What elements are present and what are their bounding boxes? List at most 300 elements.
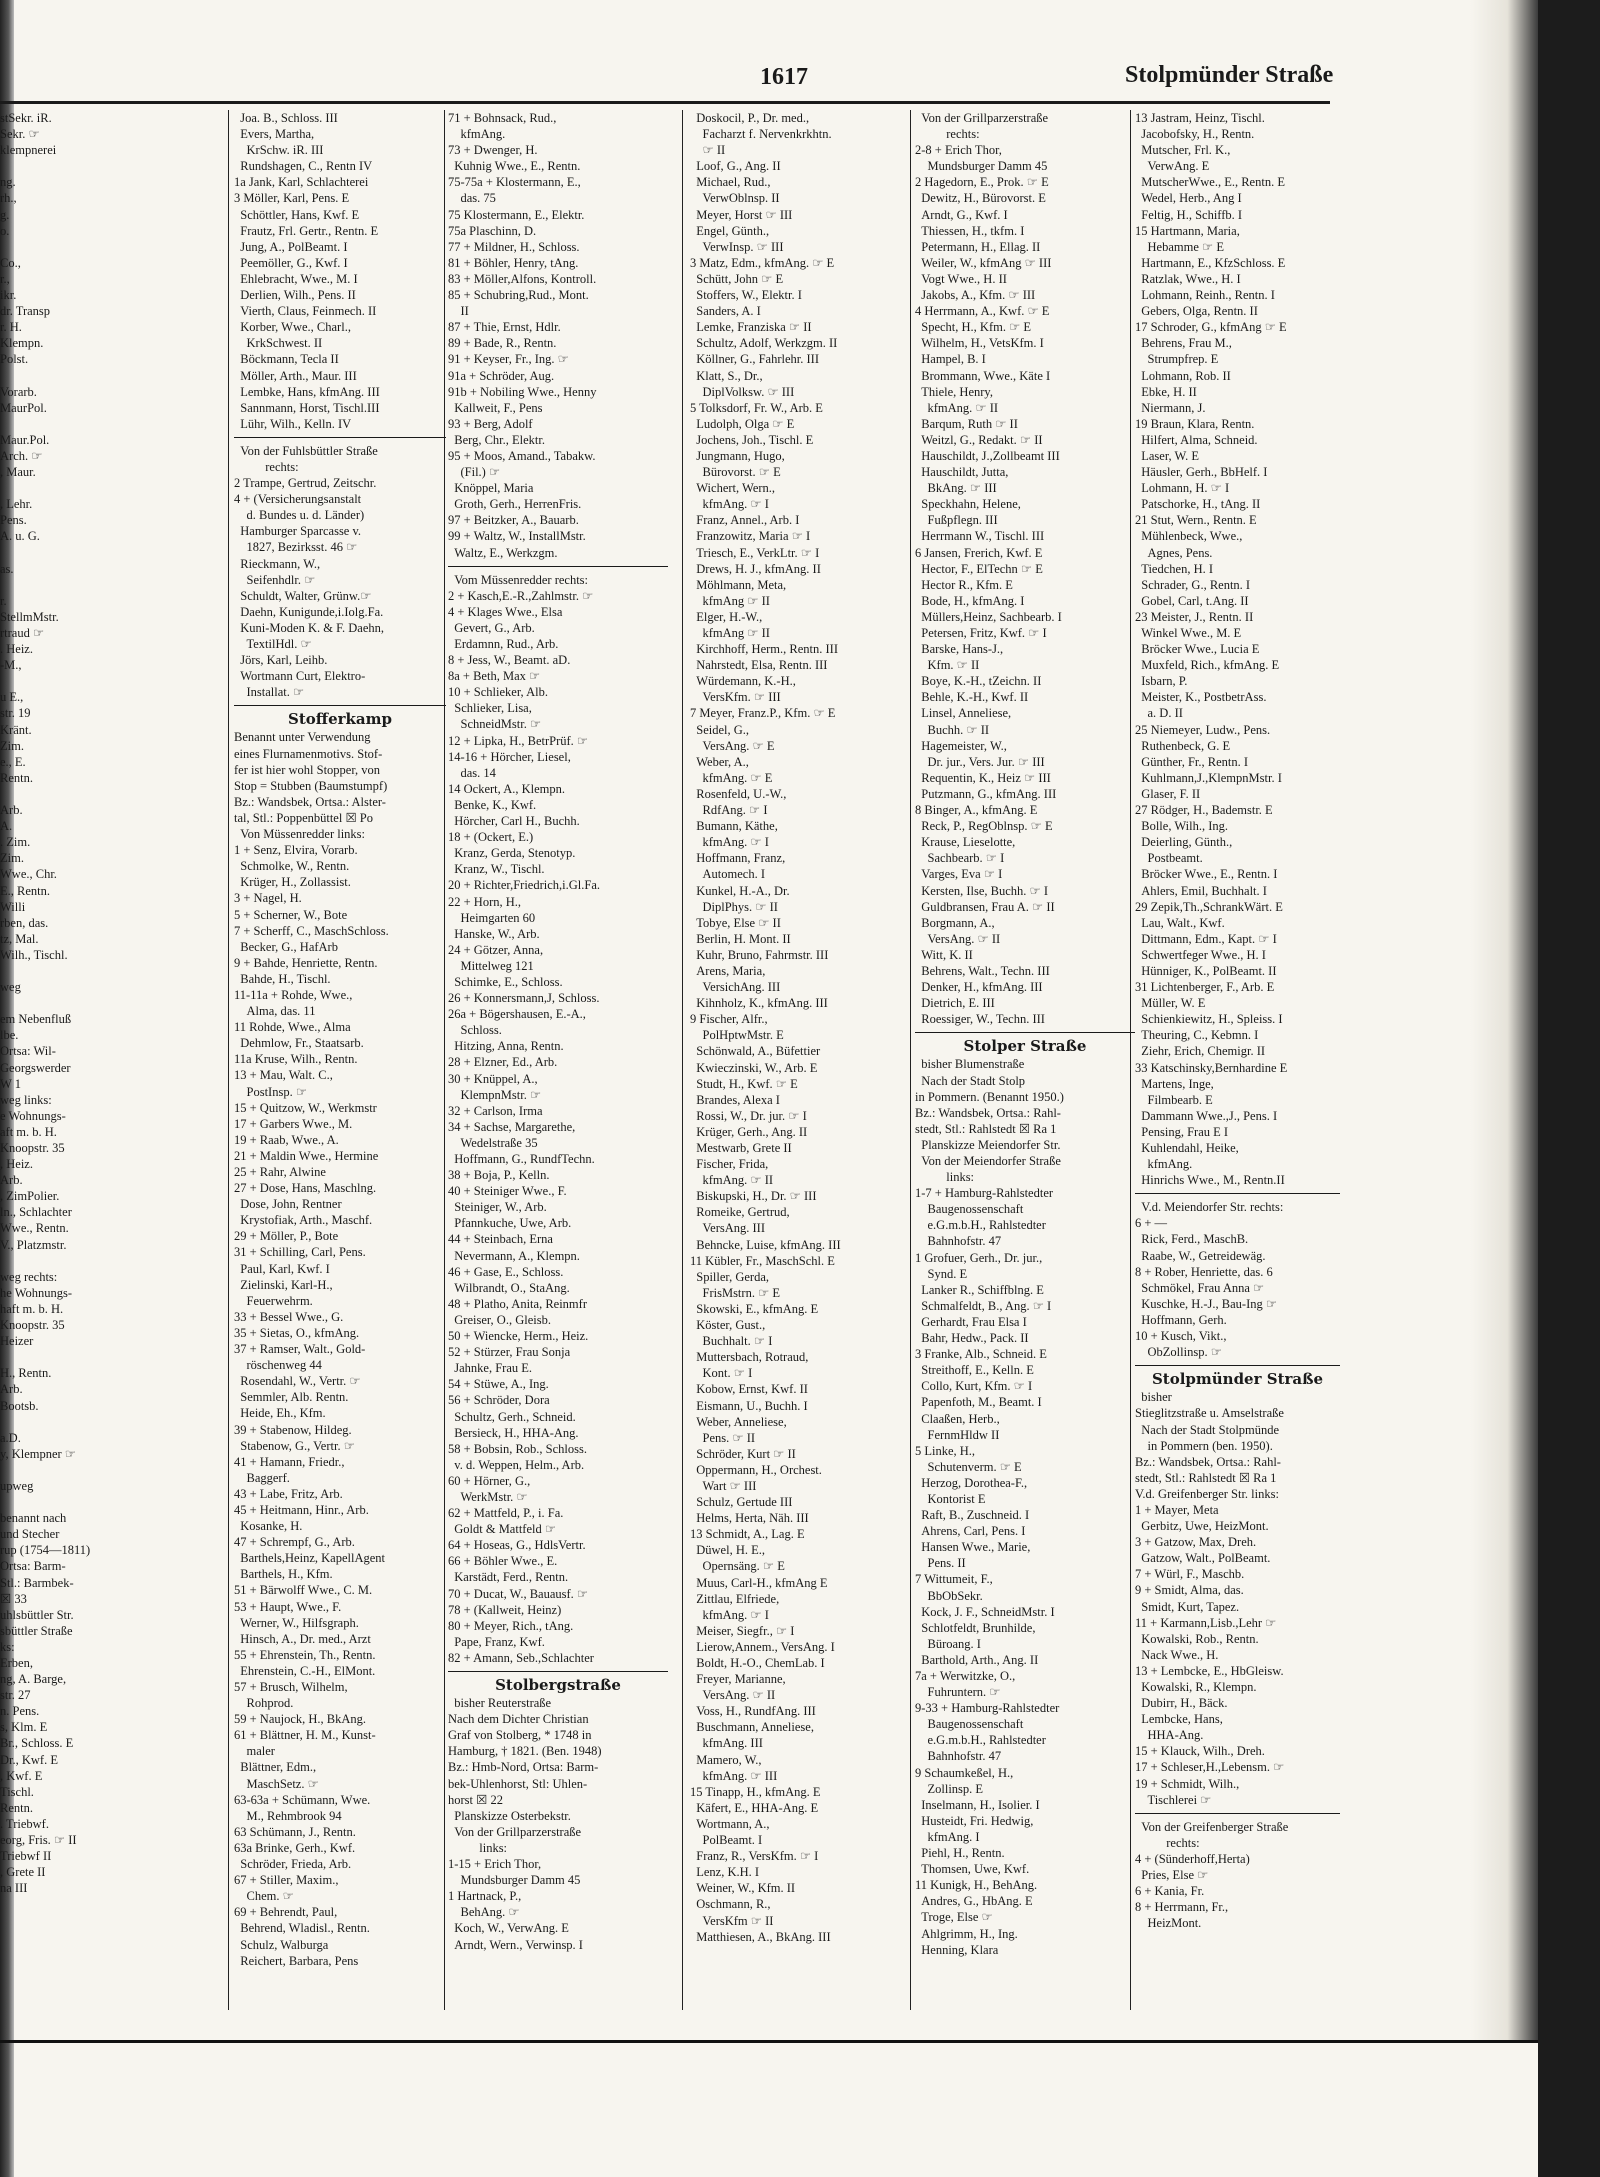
directory-entry: Pensing, Frau E I — [1135, 1124, 1229, 1139]
fragment-line: -M., — [0, 658, 22, 673]
directory-entry: a. D. II — [1135, 706, 1183, 721]
directory-entry: Bz.: Wandsbek, Ortsa.: Rahl- — [915, 1105, 1061, 1120]
fragment-line: upweg — [0, 1478, 34, 1493]
fragment-line: Sekr. ☞ — [0, 127, 40, 142]
directory-entry: 29 + Möller, P., Bote — [234, 1229, 339, 1244]
directory-entry: Nach der Stadt Stolpmünde — [1135, 1422, 1280, 1437]
fragment-line: g. — [0, 207, 10, 222]
directory-entry: Hamburg, † 1821. (Ben. 1948) — [448, 1744, 602, 1759]
directory-entry: 59 + Naujock, H., BkAng. — [234, 1712, 367, 1727]
directory-entry: Vogt Wwe., H. II — [915, 271, 1007, 286]
directory-entry: Petersen, Fritz, Kwf. ☞ I — [915, 626, 1047, 640]
directory-entry: Becker, G., HafArb — [234, 939, 338, 954]
directory-entry: 58 + Bobsin, Rob., Schloss. — [448, 1441, 588, 1456]
directory-entry: Buchh. ☞ II — [915, 722, 990, 737]
directory-entry: Jahnke, Frau E. — [448, 1361, 533, 1376]
directory-entry: Kuhlendahl, Heike, — [1135, 1141, 1239, 1155]
directory-entry: kfmAng. — [1135, 1157, 1193, 1172]
directory-entry: Graf von Stolberg, * 1748 in — [448, 1728, 592, 1743]
directory-entry: Hoffmann, Franz, — [690, 851, 786, 866]
directory-entry: Bahde, H., Tischl. — [234, 971, 331, 986]
directory-entry: Kunkel, H.-A., Dr. — [690, 883, 790, 898]
directory-entry: 63a Brinke, Gerh., Kwf. — [234, 1840, 356, 1855]
directory-entry: M., Rehmbrook 94 — [234, 1808, 342, 1823]
directory-entry: Joa. B., Schloss. III — [234, 111, 338, 125]
directory-entry: Weitzl, G., Redakt. ☞ II — [915, 432, 1043, 447]
directory-entry: ObZollinsp. ☞ — [1135, 1345, 1222, 1360]
directory-entry: Lohmann, H. ☞ I — [1135, 481, 1230, 496]
directory-entry: Von Müssenredder links: — [234, 827, 366, 842]
fragment-line: str. 27 — [0, 1688, 31, 1703]
directory-entry: Matthiesen, A., BkAng. III — [690, 1929, 831, 1944]
fragment-line: dr. Transp — [0, 304, 51, 319]
directory-entry: (Fil.) ☞ — [448, 465, 501, 480]
directory-entry: 11 + Karmann,Lisb.,Lehr ☞ — [1135, 1615, 1277, 1630]
directory-entry: Kowalski, Rob., Rentn. — [1135, 1631, 1259, 1646]
directory-entry: Hilfert, Alma, Schneid. — [1135, 432, 1258, 447]
directory-entry: Planskizze Meiendorfer Str. — [915, 1137, 1061, 1152]
fragment-line — [0, 158, 60, 174]
directory-entry: Dr. jur., Vers. Jur. ☞ III — [915, 754, 1045, 769]
directory-entry: Installat. ☞ — [234, 685, 305, 700]
section-rule — [915, 1032, 1135, 1033]
directory-entry: Hoffmann, Gerh. — [1135, 1312, 1227, 1327]
directory-entry: Schulz, Walburga — [234, 1937, 329, 1952]
directory-entry: 40 + Steiniger Wwe., F. — [448, 1184, 567, 1199]
directory-entry: Krüger, H., Zollassist. — [234, 875, 351, 890]
directory-entry: 60 + Hörner, G., — [448, 1473, 531, 1488]
directory-entry: 9 Schaumkeßel, H., — [915, 1765, 1014, 1780]
fragment-line: ikr. — [0, 288, 17, 303]
directory-entry: Bz.: Wandsbek, Ortsa.: Alster- — [234, 794, 386, 809]
column-separator — [228, 110, 229, 2010]
directory-entry: Günther, Fr., Rentn. I — [1135, 754, 1249, 769]
directory-entry: Stop = Stubben (Baumstumpf) — [234, 778, 388, 793]
directory-entry: 80 + Meyer, Rich., tAng. — [448, 1618, 574, 1633]
fragment-line: , Kwf. E — [0, 1768, 43, 1783]
directory-entry: Gerbitz, Uwe, HeizMont. — [1135, 1519, 1269, 1534]
fragment-line: stSekr. iR. — [0, 111, 52, 125]
directory-entry: Jörs, Karl, Leihb. — [234, 653, 328, 668]
directory-entry: Von der Grillparzerstraße — [448, 1824, 582, 1839]
directory-entry: Kallweit, F., Pens — [448, 400, 543, 415]
section-rule — [448, 566, 668, 567]
directory-entry: Heide, Eh., Kfm. — [234, 1406, 326, 1421]
directory-entry: Kock, J. F., SchneidMstr. I — [915, 1604, 1055, 1619]
directory-entry: Hansen Wwe., Marie, — [915, 1540, 1031, 1555]
directory-entry: Nack Wwe., H. — [1135, 1647, 1219, 1662]
directory-entry: 64 + Hoseas, G., HdlsVertr. — [448, 1538, 586, 1553]
directory-entry: 93 + Berg, Adolf — [448, 416, 533, 431]
directory-entry: Ratzlak, Wwe., H. I — [1135, 271, 1241, 286]
directory-entry: Nach dem Dichter Christian — [448, 1712, 589, 1727]
directory-entry: 31 + Schilling, Carl, Pens. — [234, 1245, 366, 1260]
fragment-line: ☒ 33 — [0, 1591, 27, 1606]
directory-entry: Rieckmann, W., — [234, 556, 321, 571]
directory-entry: 75-75a + Klostermann, E., — [448, 175, 581, 190]
directory-entry: Kihnholz, K., kfmAng. III — [690, 996, 828, 1011]
directory-column-5 — [1135, 110, 1340, 1931]
directory-entry: 1-7 + Hamburg-Rahlstedter — [915, 1186, 1054, 1201]
directory-entry: Seifenhdlr. ☞ — [234, 572, 316, 587]
directory-entry: Dose, John, Rentner — [234, 1197, 342, 1212]
directory-entry: Behrens, Frau M., — [1135, 336, 1232, 351]
fragment-line: W 1 — [0, 1076, 21, 1091]
directory-entry: Behncke, Luise, kfmAng. III — [690, 1237, 841, 1252]
directory-entry: 83 + Möller,Alfons, Kontroll. — [448, 271, 597, 286]
fragment-line: Knoopstr. 35 — [0, 1318, 65, 1333]
fragment-line: Arch. ☞ — [0, 448, 43, 463]
directory-entry: Lemke, Franziska ☞ II — [690, 320, 812, 335]
directory-entry: Baugenossenschaft — [915, 1717, 1024, 1732]
directory-entry: Lanker R., Schiffblng. E — [915, 1282, 1044, 1297]
directory-entry: HeizMont. — [1135, 1916, 1202, 1931]
directory-entry: Benannt unter Verwendung — [234, 730, 371, 745]
directory-entry: 13 + Mau, Walt. C., — [234, 1068, 333, 1083]
directory-entry: 6 + Kania, Fr. — [1135, 1884, 1205, 1899]
directory-entry: VerwOblnsp. II — [690, 191, 780, 206]
directory-entry: 11 Kunigk, H., BehAng. — [915, 1878, 1038, 1893]
directory-entry: SchneidMstr. ☞ — [448, 717, 542, 732]
directory-entry: 48 + Platho, Anita, Reinmfr — [448, 1296, 587, 1311]
fragment-line: Pens. — [0, 513, 27, 528]
directory-entry: Hector, F., ElTechn ☞ E — [915, 561, 1043, 576]
directory-entry: Dammann Wwe.,J., Pens. I — [1135, 1108, 1278, 1123]
directory-entry: Inselmann, H., Isolier. I — [915, 1797, 1040, 1812]
directory-entry: Hauschildt, J.,Zollbeamt III — [915, 448, 1060, 463]
directory-entry: Brandes, Alexa I — [690, 1092, 780, 1107]
page-number: 1617 — [760, 64, 808, 90]
directory-entry: 32 + Carlson, Irma — [448, 1103, 543, 1118]
directory-entry: 8 + Herrmann, Fr., — [1135, 1900, 1229, 1915]
directory-entry: Hauschildt, Jutta, — [915, 465, 1009, 480]
fragment-line: he Wohnungs- — [0, 1285, 73, 1300]
directory-entry: VersKfm ☞ II — [690, 1913, 774, 1928]
fragment-line: Heizer — [0, 1334, 34, 1349]
fragment-line: Willi — [0, 899, 26, 914]
fragment-line: aft m. b. H. — [0, 1124, 57, 1139]
directory-entry: Wortmann, A., — [690, 1816, 770, 1831]
directory-entry: Bröcker Wwe., E., Rentn. I — [1135, 867, 1278, 882]
directory-entry: Krause, Lieselotte, — [915, 835, 1016, 850]
directory-entry: Von der Greifenberger Straße — [1135, 1819, 1289, 1834]
directory-entry: 23 Meister, J., Rentn. II — [1135, 609, 1254, 624]
directory-entry: Fußpflegn. III — [915, 513, 998, 528]
section-rule — [448, 1671, 668, 1672]
directory-entry: 19 Braun, Klara, Rentn. — [1135, 416, 1255, 431]
directory-entry: MutscherWwe., E., Rentn. E — [1135, 175, 1285, 190]
directory-entry: 17 + Garbers Wwe., M. — [234, 1116, 353, 1131]
directory-entry: Theuring, C., Kebmn. I — [1135, 1028, 1259, 1043]
fragment-line: Arb. — [0, 1173, 23, 1188]
directory-entry: Wortmann Curt, Elektro- — [234, 669, 366, 684]
directory-entry: Greiser, O., Gleisb. — [448, 1312, 551, 1327]
directory-entry: 7 Meyer, Franz.P., Kfm. ☞ E — [690, 706, 836, 721]
fragment-line: y, Klempner ☞ — [0, 1446, 77, 1461]
directory-entry: Mittelweg 121 — [448, 958, 534, 973]
directory-entry: 1 Grofuer, Gerh., Dr. jur., — [915, 1250, 1043, 1265]
directory-entry: Schlotfeldt, Brunhilde, — [915, 1620, 1036, 1635]
fragment-line: o. — [0, 223, 10, 238]
fragment-line: , Grete II — [0, 1865, 46, 1880]
directory-entry: 38 + Boja, P., Kelln. — [448, 1168, 550, 1183]
directory-entry: Steiniger, W., Arb. — [448, 1200, 547, 1215]
directory-entry: Reck, P., RegOblnsp. ☞ E — [915, 819, 1053, 834]
fragment-line: ln., Schlachter — [0, 1205, 72, 1220]
directory-entry: 9 Fischer, Alfr., — [690, 1012, 768, 1027]
directory-entry: Doskocil, P., Dr. med., — [690, 111, 810, 125]
directory-entry: Papenfoth, M., Beamt. I — [915, 1395, 1042, 1410]
directory-entry: 7 + Würl, F., Maschb. — [1135, 1567, 1245, 1582]
fragment-line — [0, 995, 60, 1011]
directory-entry: Troge, Else ☞ — [915, 1910, 993, 1925]
fragment-line: Wwe., Rentn. — [0, 1221, 69, 1236]
fragment-line — [0, 1414, 60, 1430]
directory-entry: Berg, Chr., Elektr. — [448, 432, 545, 447]
directory-entry: 19 + Raab, Wwe., A. — [234, 1132, 339, 1147]
directory-entry: Meister, K., PostbetrAss. — [1135, 690, 1267, 705]
directory-entry: 54 + Stüwe, A., Ing. — [448, 1377, 549, 1392]
directory-entry: Reichert, Barbara, Pens — [234, 1953, 359, 1968]
column-separator — [444, 110, 445, 2010]
directory-entry: 46 + Gase, E., Schloss. — [448, 1264, 564, 1279]
directory-entry: Loof, G., Ang. II — [690, 159, 781, 174]
directory-entry: Oppermann, H., Orchest. — [690, 1462, 822, 1477]
directory-entry: 2 Hagedorn, E., Prok. ☞ E — [915, 175, 1049, 190]
directory-entry: 44 + Steinbach, Erna — [448, 1232, 553, 1247]
directory-entry: Krystofiak, Arth., Maschf. — [234, 1213, 373, 1228]
directory-entry: Schröder, Frieda, Arb. — [234, 1857, 352, 1872]
fragment-line: und Stecher — [0, 1527, 60, 1542]
directory-entry: Rossi, W., Dr. jur. ☞ I — [690, 1108, 807, 1123]
fragment-line: Stl.: Barmbek- — [0, 1575, 74, 1590]
directory-entry: Lembcke, Hans, — [1135, 1712, 1223, 1727]
directory-entry: Putzmann, G., kfmAng. III — [915, 786, 1057, 801]
directory-entry: Niermann, J. — [1135, 400, 1206, 415]
directory-entry: Kuhlmann,J.,KlempnMstr. I — [1135, 770, 1282, 785]
directory-entry: Arens, Maria, — [690, 963, 766, 978]
fragment-line — [0, 1494, 60, 1510]
directory-entry: 14 Ockert, A., Klempn. — [448, 781, 565, 796]
directory-entry: Schmolke, W., Rentn. — [234, 859, 350, 874]
fragment-line: haft m. b. H. — [0, 1301, 64, 1316]
directory-entry: Baggerf. — [234, 1470, 290, 1485]
directory-entry: Agnes, Pens. — [1135, 545, 1213, 560]
directory-entry: kfmAng. ☞ II — [690, 1173, 774, 1188]
directory-entry: Kuni-Moden K. & F. Daehn, — [234, 620, 385, 635]
directory-entry: Gobel, Carl, t.Ang. II — [1135, 593, 1249, 608]
directory-entry: Möller, Arth., Maur. III — [234, 368, 357, 383]
fragment-line: Polst. — [0, 352, 29, 367]
directory-entry: 1 + Senz, Elvira, Vorarb. — [234, 843, 358, 858]
directory-entry: 5 + Scherner, W., Bote — [234, 907, 348, 922]
directory-entry: HHA-Ang. — [1135, 1728, 1204, 1743]
directory-entry: Dittmann, Edm., Kapt. ☞ I — [1135, 931, 1277, 946]
directory-entry: Weiner, W., Kfm. II — [690, 1881, 796, 1896]
directory-entry: Barthold, Arth., Ang. II — [915, 1652, 1039, 1667]
directory-entry: Buchhalt. ☞ I — [690, 1334, 773, 1349]
directory-entry: RdfAng. ☞ I — [690, 803, 768, 818]
directory-entry: Jakobs, A., Kfm. ☞ III — [915, 288, 1036, 303]
directory-entry: 78 + (Kallweit, Heinz) — [448, 1602, 562, 1617]
directory-entry: 13 Schmidt, A., Lag. E — [690, 1527, 805, 1542]
directory-entry: Schultz, Gerh., Schneid. — [448, 1409, 576, 1424]
section-rule — [1135, 1193, 1340, 1194]
directory-entry: kfmAng. I — [915, 1829, 980, 1844]
directory-entry: kfmAng. ☞ I — [690, 835, 769, 850]
directory-entry: Muttersbach, Rotraud, — [690, 1350, 809, 1365]
fragment-line: n. Pens. — [0, 1704, 40, 1719]
directory-entry: Deierling, Günth., — [1135, 835, 1233, 850]
directory-entry: Weber, A., — [690, 754, 749, 769]
directory-entry: Berlin, H. Mont. II — [690, 931, 791, 946]
directory-entry: Ludolph, Olga ☞ E — [690, 416, 795, 431]
directory-entry: Käfert, E., HHA-Ang. E — [690, 1800, 819, 1815]
directory-entry: Köster, Gust., — [690, 1318, 766, 1333]
fragment-line: . Heiz. — [0, 642, 33, 657]
directory-entry: Smidt, Kurt, Tapez. — [1135, 1599, 1240, 1614]
directory-entry: Hamburger Sparcasse v. — [234, 524, 362, 539]
directory-entry: 10 + Kusch, Vikt., — [1135, 1329, 1227, 1344]
fragment-line: uhlsbüttler Str. — [0, 1607, 74, 1622]
directory-entry: Stabenow, G., Vertr. ☞ — [234, 1438, 355, 1453]
directory-entry: e.G.m.b.H., Rahlstedter — [915, 1218, 1046, 1233]
directory-entry: Chem. ☞ — [234, 1889, 294, 1904]
directory-entry: V.d. Meiendorfer Str. rechts: — [1135, 1200, 1284, 1215]
fragment-line: Arb. — [0, 803, 23, 818]
directory-entry: Klatt, S., Dr., — [690, 368, 763, 383]
directory-entry: Behle, K.-H., Kwf. II — [915, 690, 1029, 705]
fragment-line: E., Rentn. — [0, 883, 50, 898]
directory-entry: Von der Fuhlsbüttler Straße — [234, 443, 378, 458]
fragment-line — [0, 577, 60, 593]
directory-entry: Behrend, Wladisl., Rentn. — [234, 1921, 370, 1936]
directory-entry: Kowalski, R., Klempn. — [1135, 1680, 1257, 1694]
fragment-line: weg links: — [0, 1092, 52, 1107]
directory-entry: 4 + (Versicherungsanstalt — [234, 492, 362, 507]
directory-entry: kfmAng. ☞ II — [915, 400, 999, 415]
directory-entry: VersichAng. III — [690, 980, 781, 995]
fragment-line: Rentn. — [0, 770, 33, 785]
directory-entry: Schultz, Adolf, Werkzgm. II — [690, 336, 838, 351]
directory-entry: Lierow,Annem., VersAng. I — [690, 1639, 835, 1654]
street-heading: Stofferkamp — [288, 710, 392, 729]
directory-entry: Kuhnig Wwe., E., Rentn. — [448, 159, 581, 174]
directory-entry: Dehmlow, Fr., Staatsarb. — [234, 1036, 364, 1051]
fragment-line — [0, 1462, 60, 1478]
directory-entry: Waltz, E., Werkzgm. — [448, 545, 558, 560]
directory-entry: Feltig, H., Schiffb. I — [1135, 207, 1243, 222]
directory-entry: VersKfm. ☞ III — [690, 690, 781, 705]
directory-entry: FrisMstrn. ☞ E — [690, 1285, 781, 1300]
page-bottom-edge — [0, 2040, 1538, 2043]
directory-entry: Semmler, Alb. Rentn. — [234, 1390, 349, 1405]
fragment-line: Rentn. — [0, 1800, 33, 1815]
directory-entry: 55 + Ehrenstein, Th., Rentn. — [234, 1647, 376, 1662]
fragment-line: eorg, Fris. ☞ II — [0, 1833, 77, 1848]
directory-entry: 6 + — — [1135, 1216, 1168, 1231]
directory-entry: 11-11a + Rohde, Wwe., — [234, 987, 353, 1002]
directory-entry: Wart ☞ III — [690, 1478, 757, 1493]
directory-entry: 27 Rödger, H., Bademstr. E — [1135, 803, 1273, 818]
directory-entry: Häusler, Gerh., BbHelf. I — [1135, 465, 1268, 480]
directory-entry: Frautz, Frl. Gertr., Rentn. E — [234, 223, 379, 238]
fragment-line: rtraud ☞ — [0, 626, 45, 640]
directory-entry: VersAng. ☞ E — [690, 738, 775, 753]
directory-entry: Tobye, Else ☞ II — [690, 915, 781, 930]
directory-entry: Ahlgrimm, H., Ing. — [915, 1926, 1018, 1941]
directory-entry: Lembke, Hans, kfmAng. III — [234, 384, 380, 399]
fragment-line — [0, 239, 60, 255]
directory-entry: 22 + Horn, H., — [448, 894, 522, 909]
directory-entry: Ziehr, Erich, Chemigr. II — [1135, 1044, 1266, 1059]
directory-entry: 71 + Bohnsack, Rud., — [448, 111, 557, 125]
directory-entry: bisher — [1135, 1390, 1172, 1405]
fragment-line: em Nebenfluß — [0, 1012, 72, 1027]
directory-entry: 5 Linke, H., — [915, 1443, 976, 1458]
directory-entry: PolBeamt. I — [690, 1833, 763, 1848]
directory-entry: Kranz, Gerda, Stenotyp. — [448, 846, 576, 861]
directory-entry: Dietrich, E. III — [915, 996, 995, 1011]
fragment-line: Georgswerder — [0, 1060, 71, 1075]
fragment-line: r. H. — [0, 320, 22, 335]
directory-entry: Bersieck, H., HHA-Ang. — [448, 1425, 579, 1440]
directory-entry: Feuerwehrm. — [234, 1293, 313, 1308]
directory-entry: 33 + Bessel Wwe., G. — [234, 1309, 344, 1324]
fragment-line: lbe. — [0, 1028, 19, 1043]
street-heading: Stolbergstraße — [495, 1676, 621, 1694]
directory-entry: Groth, Gerh., HerrenFris. — [448, 497, 582, 512]
directory-entry: Boldt, H.-O., ChemLab. I — [690, 1656, 825, 1670]
directory-entry: 52 + Stürzer, Frau Sonja — [448, 1345, 571, 1360]
directory-entry: Linsel, Anneliese, — [915, 706, 1012, 721]
directory-entry: Kersten, Ilse, Buchh. ☞ I — [915, 883, 1049, 898]
directory-entry: Jochens, Joh., Tischl. E — [690, 432, 814, 447]
directory-entry: 25 + Rahr, Alwine — [234, 1165, 326, 1179]
directory-entry: Schlieker, Lisa, — [448, 701, 532, 716]
directory-entry: Schwertfeger Wwe., H. I — [1135, 947, 1266, 962]
directory-entry: Filmbearb. E — [1135, 1092, 1213, 1107]
fragment-line: Ortsa: Barm- — [0, 1559, 66, 1574]
directory-entry: 1 Hartnack, P., — [448, 1889, 522, 1904]
fragment-line: Ortsa: Wil- — [0, 1044, 56, 1059]
directory-entry: Kosanke, H. — [234, 1519, 303, 1534]
directory-entry: Rick, Ferd., MaschB. — [1135, 1232, 1249, 1247]
directory-entry: Muxfeld, Rich., kfmAng. E — [1135, 658, 1280, 673]
directory-entry: Hörcher, Carl H., Buchh. — [448, 814, 580, 829]
fragment-line — [0, 1253, 60, 1269]
directory-entry: 8 + Jess, W., Beamt. aD. — [448, 653, 571, 668]
fragment-line: klempnerei — [0, 143, 57, 158]
fragment-line: , Heiz. — [0, 1157, 33, 1172]
directory-entry: Buschmann, Anneliese, — [690, 1720, 814, 1735]
directory-entry: Planskizze Osterbekstr. — [448, 1808, 571, 1823]
directory-entry: Barthels, H., Kfm. — [234, 1567, 333, 1582]
directory-entry: 87 + Thie, Ernst, Hdlr. — [448, 320, 561, 335]
directory-entry: Bz.: Hmb-Nord, Ortsa: Barm- — [448, 1760, 599, 1775]
directory-entry: 10 + Schlieker, Alb. — [448, 685, 548, 700]
fragment-line: V., Platzmstr. — [0, 1237, 67, 1252]
directory-entry: Kwieczinski, W., Arb. E — [690, 1060, 818, 1075]
directory-entry: 47 + Schrempf, G., Arb. — [234, 1535, 355, 1550]
directory-entry: Hector R., Kfm. E — [915, 577, 1013, 592]
directory-entry: KlempnMstr. ☞ — [448, 1087, 542, 1102]
directory-entry: VersAng. III — [690, 1221, 765, 1236]
fragment-line: s, Klm. E — [0, 1720, 48, 1735]
directory-entry: Oschmann, R., — [690, 1897, 771, 1912]
street-heading: Stolper Straße — [963, 1037, 1087, 1056]
directory-entry: 7 + Scherff, C., MaschSchloss. — [234, 923, 389, 938]
